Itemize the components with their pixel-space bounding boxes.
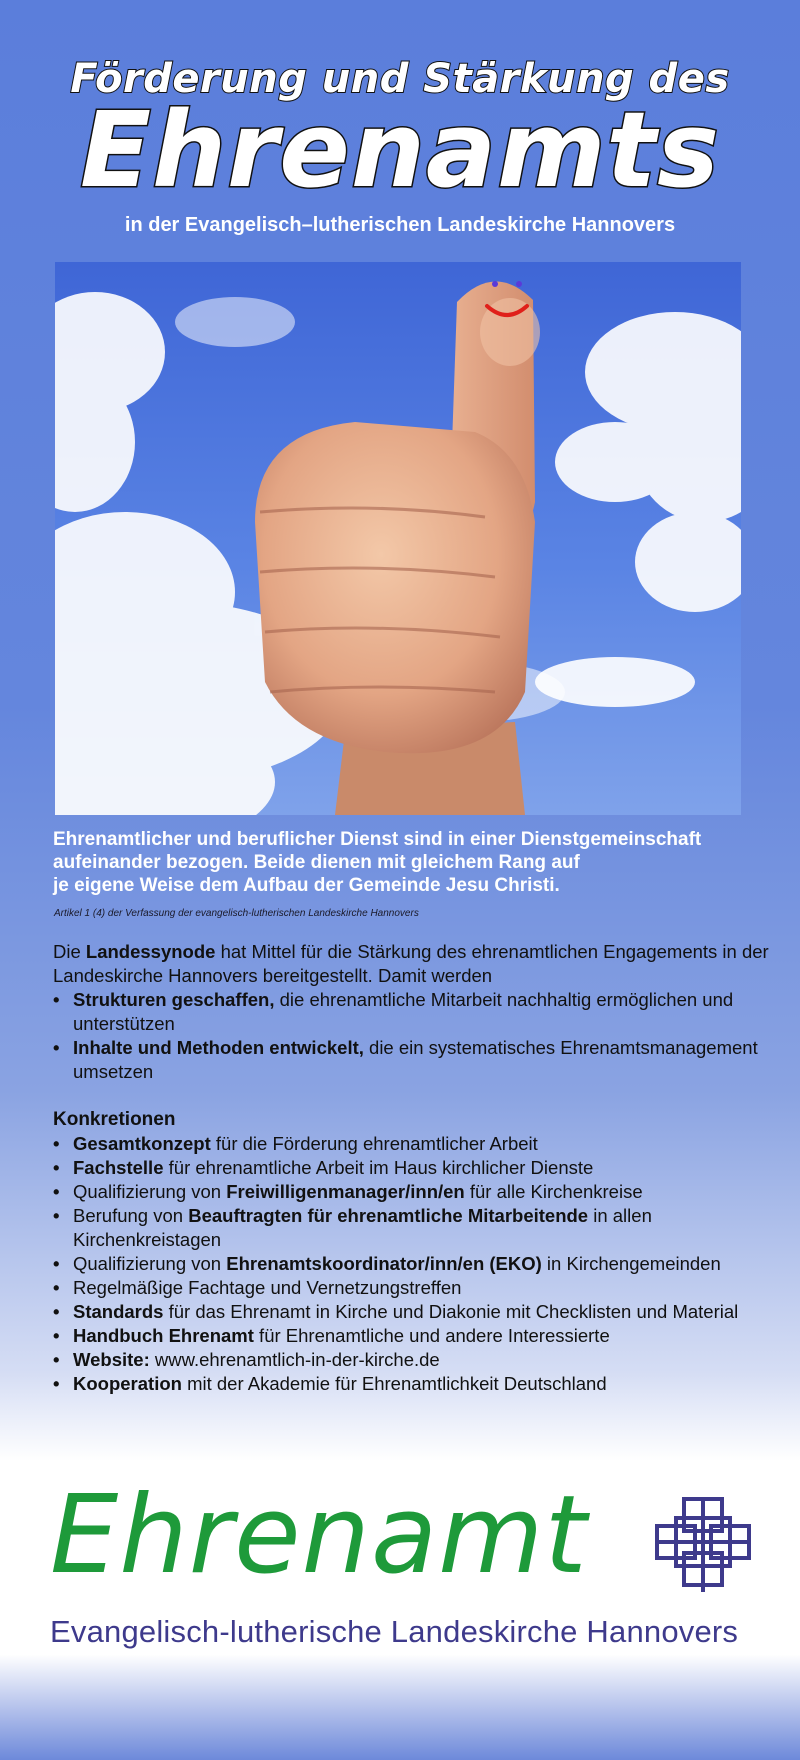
list-item-bold: Inhalte und Methoden entwickelt, (73, 1037, 364, 1058)
list-item-text: die ehrenamtliche Mitarbeit nachhaltig ermöglichen und unterstützen (73, 989, 734, 1034)
list-item: • Qualifizierung von Freiwilligenmanager/inn/en für alle Kirchenkreise (53, 1180, 773, 1204)
list-item: • Fachstelle für ehrenamtliche Arbeit im Haus kirchlicher Dienste (53, 1156, 773, 1180)
list-item-bold: Strukturen geschaffen, (73, 989, 275, 1010)
headline-line1: Förderung und Stärkung des (70, 56, 730, 102)
list-item: • Berufung von Beauftragten für ehrenamtliche Mitarbeitende in allen Kirchenkreistagen (53, 1204, 773, 1252)
intro-paragraph (53, 940, 773, 988)
intro-bold: Landessynode (85, 941, 216, 962)
interlocking-squares-cross-icon (654, 1496, 752, 1601)
list-item: • Kooperation mit der Akademie für Ehrenamtlichkeit Deutschland (53, 1372, 773, 1396)
logo-subtitle: Evangelisch-lutherische Landeskirche Hannovers (50, 1614, 739, 1649)
list-item: • Regelmäßige Fachtage und Vernetzungstreffen (53, 1276, 773, 1300)
list-item (53, 1036, 773, 1084)
logo-wordmark: Ehrenamt (50, 1473, 588, 1598)
konkretionen-list (53, 1132, 773, 1396)
list-item: • Qualifizierung von Ehrenamtskoordinator/inn/en (EKO) in Kirchengemeinden (53, 1252, 773, 1276)
list-item (53, 988, 773, 1036)
list-item: • Website: www.ehrenamtlich-in-der-kirche.de (53, 1348, 773, 1372)
quote-line: aufeinander bezogen. Beide dienen mit gleichem Rang auf (53, 852, 580, 873)
thumbs-up-with-smiley-face-icon (55, 262, 741, 815)
thumbs-up-photo (55, 262, 741, 815)
quote-citation: Artikel 1 (4) der Verfassung der evangelisch-lutherischen Landeskirche Hannovers (54, 908, 419, 919)
konkretionen-title: Konkretionen (53, 1109, 176, 1130)
quote-line: Ehrenamtlicher und beruflicher Dienst sind in einer Dienstgemeinschaft (53, 829, 702, 850)
intro-post: hat Mittel für die Stärkung des ehrenamtlichen Engagements in der Landeskirche Hannovers bereitgestellt. Damit werden (53, 941, 769, 986)
headline-ehrenamts: Ehrenamts (79, 89, 721, 211)
body-text (53, 940, 773, 1396)
quote-block (53, 828, 763, 897)
intro-list (53, 988, 773, 1084)
list-item: • Gesamtkonzept für die Förderung ehrenamtlicher Arbeit (53, 1132, 773, 1156)
list-item: • Handbuch Ehrenamt für Ehrenamtliche und andere Interessierte (53, 1324, 773, 1348)
list-item: • Standards für das Ehrenamt in Kirche und Diakonie mit Checklisten und Material (53, 1300, 773, 1324)
headline-subtitle: in der Evangelisch–lutherischen Landeskirche Hannovers (124, 214, 676, 236)
quote-line: je eigene Weise dem Aufbau der Gemeinde Jesu Christi. (53, 875, 560, 896)
list-item-text: die ein systematisches Ehrenamtsmanagement umsetzen (73, 1037, 758, 1082)
intro-pre: Die (53, 941, 86, 962)
